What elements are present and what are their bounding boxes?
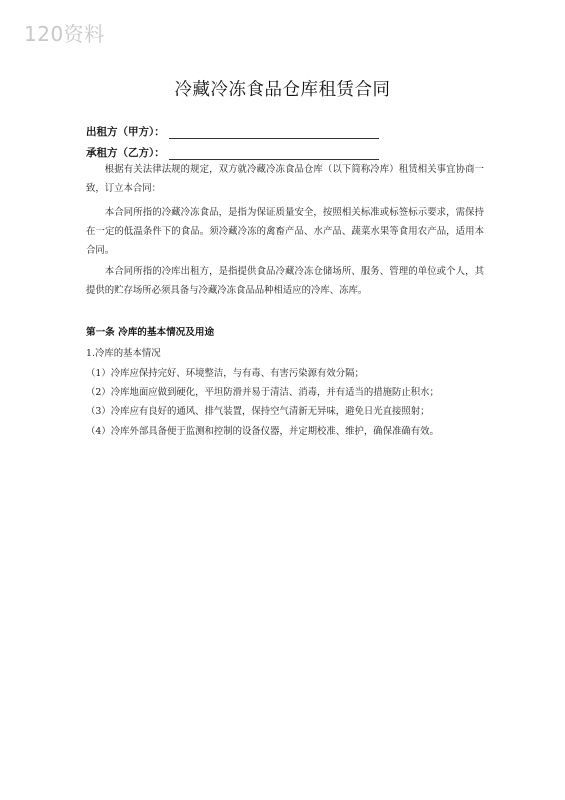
lessee-blank-line <box>169 149 379 160</box>
section-heading: 第一条 冷库的基本情况及用途 <box>86 327 215 338</box>
lessor-label: 出租方（甲方）： <box>86 126 165 138</box>
definition-food-paragraph: 本合同所指的冷藏冷冻食品，是指为保证质量安全，按照相关标准或标签标示要求，需保持在一定的低温条件下的食品。须冷藏冷冻的禽畜产品、水产品、蔬菜水果等食用农产品，适用本合同。 <box>86 207 484 256</box>
list-item: （3）冷库应有良好的通风、排气装置，保持空气清新无异味，避免日光直接照射； <box>86 406 430 417</box>
lessee-field <box>86 145 379 160</box>
list-item: （2）冷库地面应做到硬化，平坦防滑并易于清洁、消毒，并有适当的措施防止积水； <box>86 387 439 398</box>
definition-lessor-paragraph: 本合同所指的冷库出租方，是指提供食品冷藏冷冻仓储场所、服务、管理的单位或个人，其提供的贮存场所必须具备与冷藏冷冻食品品种相适应的冷库、冻库。 <box>86 266 484 296</box>
preamble-paragraph: 根据有关法律法规的规定，双方就冷藏冷冻食品仓库（以下简称冷库）租赁相关事宜协商一致，订立本合同： <box>86 164 484 194</box>
lessor-field <box>86 124 379 139</box>
lessee-label: 承租方（乙方）： <box>86 147 165 159</box>
watermark-logo: 120资料 <box>24 22 105 46</box>
list-item: （4）冷库外部具备便于监测和控制的设备仪器，并定期校准、维护，确保准确有效。 <box>86 426 439 437</box>
subheading: 1.冷库的基本情况 <box>86 348 161 359</box>
lessor-blank-line <box>169 128 379 139</box>
list-item: （1）冷库应保持完好、环境整洁，与有毒、有害污染源有效分隔； <box>86 368 364 379</box>
document-title: 冷藏冷冻食品仓库租赁合同 <box>174 80 391 100</box>
